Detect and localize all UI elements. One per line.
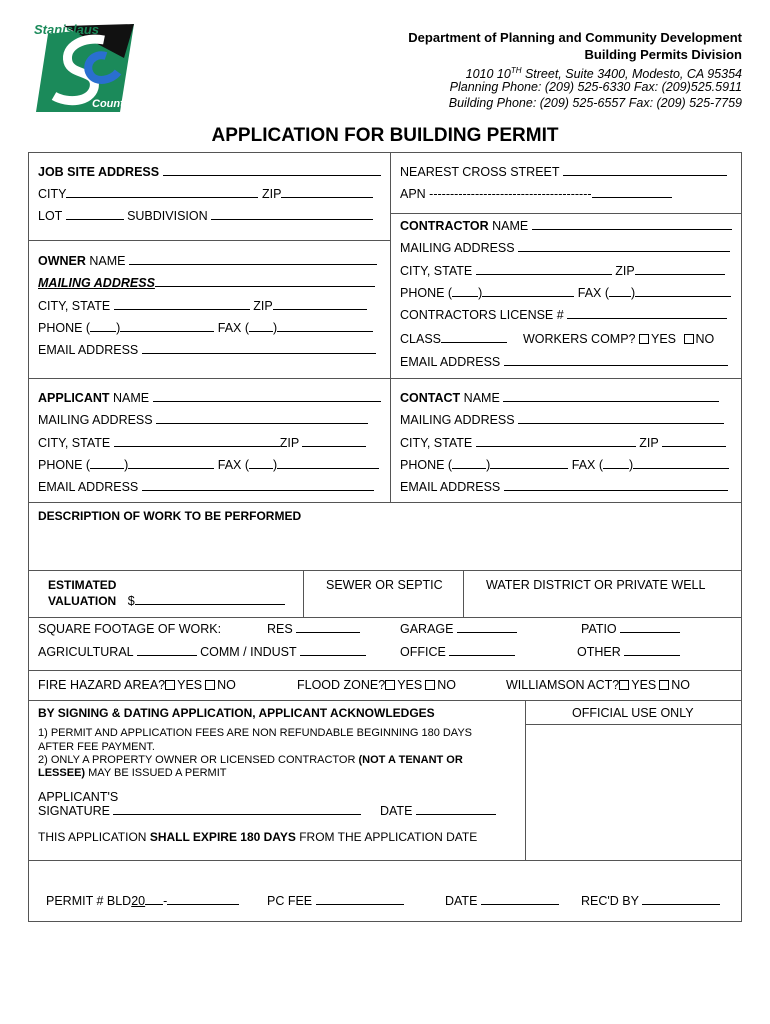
- applicant-city-state-field[interactable]: CITY, STATE ZIP: [38, 436, 366, 451]
- permit-number-field[interactable]: PERMIT # BLD20 -: [46, 894, 239, 909]
- garage-field[interactable]: GARAGE: [400, 622, 517, 637]
- office-address: 1010 10TH Street, Suite 3400, Modesto, CA 95354: [465, 66, 742, 82]
- contact-phone-fax-field[interactable]: PHONE ( ) FAX ( ): [400, 458, 729, 473]
- fire-no-checkbox[interactable]: [205, 680, 215, 690]
- contractor-city-state-field[interactable]: CITY, STATE ZIP: [400, 264, 725, 279]
- city-field[interactable]: CITY ZIP: [38, 187, 373, 202]
- williamson-yes-checkbox[interactable]: [619, 680, 629, 690]
- contractor-license-field[interactable]: CONTRACTORS LICENSE #: [400, 308, 727, 323]
- contractor-class-field[interactable]: CLASS: [400, 332, 507, 347]
- office-field[interactable]: OFFICE: [400, 645, 515, 660]
- description-of-work-area[interactable]: [30, 526, 740, 568]
- fire-hazard-field: FIRE HAZARD AREA? YES NO: [38, 678, 236, 692]
- owner-city-state-field[interactable]: CITY, STATE ZIP: [38, 299, 367, 314]
- logo-text-bottom: County: [92, 98, 130, 110]
- other-field[interactable]: OTHER: [577, 645, 680, 660]
- water-district-label[interactable]: WATER DISTRICT OR PRIVATE WELL: [486, 578, 706, 592]
- square-footage-label: SQUARE FOOTAGE OF WORK:: [38, 622, 222, 636]
- official-use-only-label: OFFICIAL USE ONLY: [572, 706, 694, 720]
- workers-comp-yes-checkbox[interactable]: [639, 334, 649, 344]
- valuation-field[interactable]: VALUATION $: [48, 594, 285, 609]
- ack-line-1: 1) PERMIT AND APPLICATION FEES ARE NON REFUNDABLE BEGINNING 180 DAYS: [38, 727, 473, 739]
- job-site-address-field[interactable]: JOB SITE ADDRESS: [38, 165, 381, 180]
- applicant-name-field[interactable]: APPLICANT NAME: [38, 391, 381, 406]
- logo-text-top: Stanislaus: [34, 22, 100, 37]
- footer-date-field[interactable]: DATE: [445, 894, 559, 909]
- building-phone: Building Phone: (209) 525-6557 Fax: (209) 525-7759: [448, 96, 742, 110]
- ack-line-2: AFTER FEE PAYMENT.: [38, 741, 155, 753]
- patio-field[interactable]: PATIO: [581, 622, 680, 637]
- workers-comp-field: WORKERS COMP? YES NO: [523, 332, 715, 346]
- contact-mailing-address-field[interactable]: MAILING ADDRESS: [400, 413, 724, 428]
- workers-comp-no-checkbox[interactable]: [684, 334, 694, 344]
- williamson-act-field: WILLIAMSON ACT? YES NO: [506, 678, 690, 692]
- fire-yes-checkbox[interactable]: [165, 680, 175, 690]
- department-name: Department of Planning and Community Development: [408, 30, 742, 45]
- applicant-email-field[interactable]: EMAIL ADDRESS: [38, 480, 374, 495]
- owner-mailing-address-field[interactable]: MAILING ADDRESS: [38, 276, 375, 291]
- contractor-mailing-address-field[interactable]: MAILING ADDRESS: [400, 241, 730, 256]
- received-by-field[interactable]: REC'D BY: [581, 894, 720, 909]
- ack-line-4: LESSEE) MAY BE ISSUED A PERMIT: [38, 767, 227, 779]
- apn-field[interactable]: APN ---------------------------------------: [400, 187, 672, 202]
- contact-email-field[interactable]: EMAIL ADDRESS: [400, 480, 728, 495]
- division-name: Building Permits Division: [584, 47, 742, 62]
- agricultural-field[interactable]: AGRICULTURAL COMM / INDUST: [38, 645, 366, 660]
- lot-subdivision-field[interactable]: LOT SUBDIVISION: [38, 209, 373, 224]
- signature-date-field[interactable]: DATE: [380, 804, 496, 819]
- williamson-no-checkbox[interactable]: [659, 680, 669, 690]
- contractor-phone-fax-field[interactable]: PHONE ( ) FAX ( ): [400, 286, 731, 301]
- contractor-name-field[interactable]: CONTRACTOR NAME: [400, 219, 732, 234]
- description-of-work-label: DESCRIPTION OF WORK TO BE PERFORMED: [38, 509, 302, 523]
- contact-city-state-field[interactable]: CITY, STATE ZIP: [400, 436, 726, 451]
- applicant-signature-label: APPLICANT'S: [38, 790, 119, 804]
- owner-email-field[interactable]: EMAIL ADDRESS: [38, 343, 376, 358]
- planning-phone: Planning Phone: (209) 525-6330 Fax: (209)525.5911: [449, 80, 742, 94]
- estimated-label: ESTIMATED: [48, 578, 117, 592]
- nearest-cross-street-field[interactable]: NEAREST CROSS STREET: [400, 165, 727, 180]
- ack-line-3: 2) ONLY A PROPERTY OWNER OR LICENSED CONTRACTOR (NOT A TENANT OR: [38, 754, 463, 766]
- flood-zone-field: FLOOD ZONE? YES NO: [297, 678, 456, 692]
- owner-phone-fax-field[interactable]: PHONE ( ) FAX ( ): [38, 321, 373, 336]
- applicant-phone-fax-field[interactable]: PHONE ( ) FAX ( ): [38, 458, 379, 473]
- contractor-email-field[interactable]: EMAIL ADDRESS: [400, 355, 728, 370]
- contact-name-field[interactable]: CONTACT NAME: [400, 391, 719, 406]
- flood-no-checkbox[interactable]: [425, 680, 435, 690]
- flood-yes-checkbox[interactable]: [385, 680, 395, 690]
- county-logo: [34, 22, 138, 114]
- applicant-signature-field[interactable]: SIGNATURE: [38, 804, 361, 819]
- applicant-mailing-address-field[interactable]: MAILING ADDRESS: [38, 413, 368, 428]
- sewer-or-septic-label[interactable]: SEWER OR SEPTIC: [326, 578, 443, 592]
- pc-fee-field[interactable]: PC FEE: [267, 894, 404, 909]
- res-field[interactable]: RES: [267, 622, 360, 637]
- form-title: APPLICATION FOR BUILDING PERMIT: [211, 125, 559, 146]
- acknowledgement-heading: BY SIGNING & DATING APPLICATION, APPLICANT ACKNOWLEDGES: [38, 706, 435, 720]
- expiration-notice: THIS APPLICATION SHALL EXPIRE 180 DAYS FROM THE APPLICATION DATE: [38, 830, 478, 844]
- owner-name-field[interactable]: OWNER NAME: [38, 254, 377, 269]
